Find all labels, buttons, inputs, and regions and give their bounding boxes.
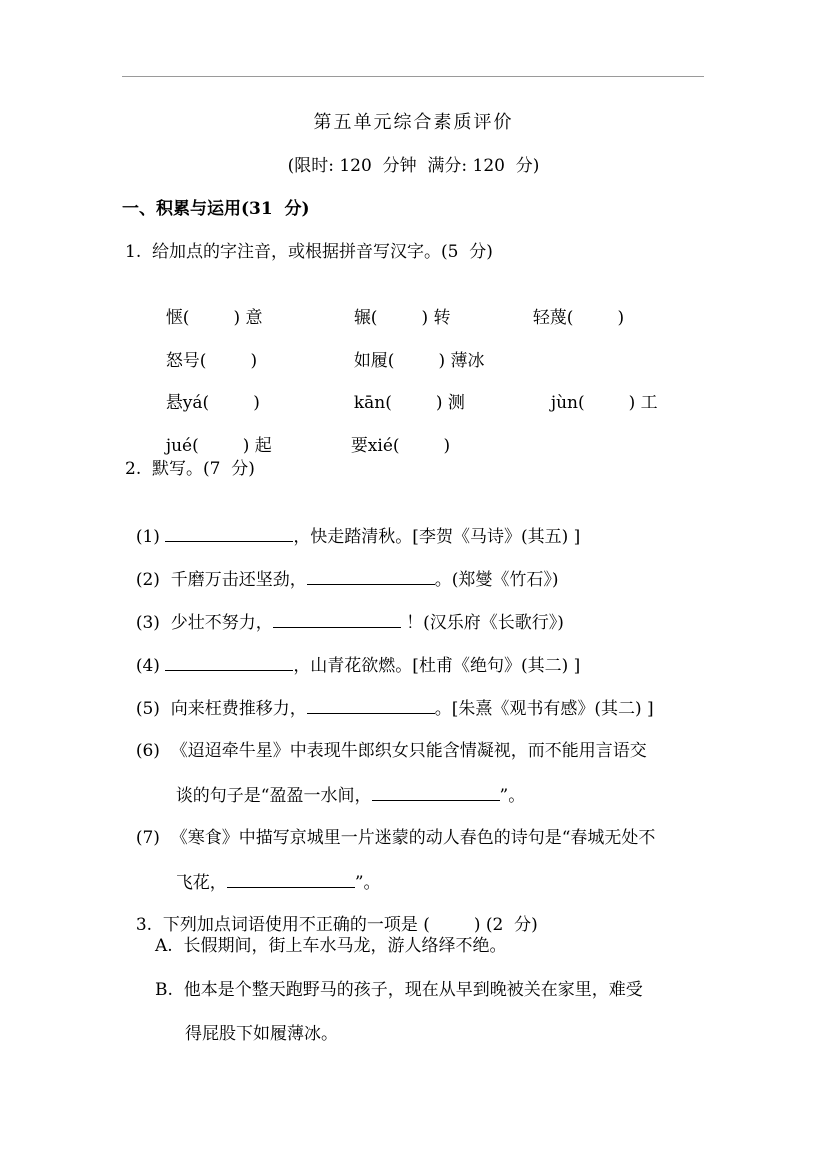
item-number: (6) <box>135 741 160 761</box>
section-heading: 一、积累与运用(31 分) <box>122 199 310 219</box>
q1-item-suffix: ) <box>253 393 260 413</box>
q1-item-suffix: ) 转 <box>421 308 451 328</box>
q1-item-prefix: kān( <box>353 393 392 413</box>
item-text-post: ”。 <box>499 786 526 806</box>
item-text-post: ，山青花欲燃。[杜甫《绝句》(其二) ] <box>293 656 581 676</box>
q1-item <box>155 413 272 457</box>
item-text-pre: 向来枉费推移力， <box>170 699 307 719</box>
answer-line[interactable] <box>372 784 500 801</box>
item-text-post: ！(汉乐府《长歌行》) <box>400 613 564 633</box>
q2-item <box>125 675 654 720</box>
item-text-pre: 千磨万击还坚劲， <box>170 570 307 590</box>
top-rule <box>122 76 704 77</box>
q1-item-prefix: 轻蔑( <box>532 308 574 328</box>
q1-item-prefix: 要xié( <box>350 436 400 456</box>
q1-item <box>155 370 260 414</box>
item-text-pre: 谈的句子是“盈盈一水间， <box>175 786 372 806</box>
q1-item-prefix: 悬yá( <box>165 393 210 413</box>
q1-item <box>540 370 658 414</box>
item-number: (2) <box>135 570 160 590</box>
option-b-continued: 得屁股下如履薄冰。 <box>185 1024 338 1044</box>
q1-item-suffix: ) <box>250 351 258 371</box>
item-text-pre: 少壮不努力， <box>170 613 273 633</box>
q2-item-7 <box>125 805 655 849</box>
q1-item-prefix: 怒号( <box>165 351 207 371</box>
answer-line[interactable] <box>273 611 401 628</box>
item-text-post: ) (2 分) <box>473 915 538 935</box>
q1-item-prefix: 如履( <box>353 351 395 371</box>
question-1-stem: 1. 给加点的字注音，或根据拼音写汉字。(5 分) <box>125 242 493 262</box>
page-title: 第五单元综合素质评价 <box>313 112 514 133</box>
option-a: A. 长假期间，街上车水马龙，游人络绎不绝。 <box>155 936 507 956</box>
q1-item-suffix: ) <box>617 308 625 328</box>
q1-item-suffix: ) 测 <box>435 393 465 413</box>
answer-line[interactable] <box>165 654 293 671</box>
q1-item-prefix: 辗( <box>353 308 378 328</box>
item-number: (5) <box>135 699 160 719</box>
page-subtitle: (限时: 120 分钟 满分: 120 分) <box>287 156 540 176</box>
item-text-post: 。(郑燮《竹石》) <box>434 570 559 590</box>
q2-item <box>125 589 564 634</box>
q1-item <box>340 413 450 457</box>
answer-line[interactable] <box>307 697 435 714</box>
item-number: (3) <box>135 613 160 633</box>
item-text-post: ，快走踏清秋。[李贺《马诗》(其五) ] <box>293 527 581 547</box>
q2-item-6-continued <box>165 762 525 807</box>
item-text: 《寒食》中描写京城里一片迷蒙的动人春色的诗句是“春城无处不 <box>170 828 656 848</box>
item-text-post: 。[朱熹《观书有感》(其二) ] <box>434 699 654 719</box>
q1-item-prefix: 惬( <box>165 308 190 328</box>
item-number: (4) <box>135 656 160 676</box>
q1-item <box>155 285 263 329</box>
item-text: 《迢迢牵牛星》中表现牛郎织女只能含情凝视，而不能用言语交 <box>170 741 647 761</box>
question-2-stem: 2. 默写。(7 分) <box>125 459 255 479</box>
item-text-pre: 3. 下列加点词语使用不正确的一项是 ( <box>135 915 430 935</box>
answer-line[interactable] <box>165 525 293 542</box>
q1-item <box>155 328 257 372</box>
q1-item <box>343 328 485 372</box>
option-b: B. 他本是个整天跑野马的孩子，现在从早到晚被关在家里，难受 <box>155 980 643 1000</box>
item-number: (1) <box>135 527 160 547</box>
q2-item-7-continued <box>165 849 381 894</box>
q1-item-prefix: jùn( <box>550 393 585 413</box>
q2-item <box>125 546 558 591</box>
q1-item-suffix: ) 起 <box>242 436 272 456</box>
answer-line[interactable] <box>227 871 355 888</box>
item-text-pre: 飞花， <box>175 873 227 893</box>
item-number: (7) <box>135 828 160 848</box>
answer-line[interactable] <box>307 568 435 585</box>
q2-item-6 <box>125 718 647 762</box>
q1-item-prefix: jué( <box>165 436 199 456</box>
q2-item <box>125 632 580 677</box>
question-3-stem <box>125 892 538 936</box>
q1-item <box>522 285 624 329</box>
q1-item-suffix: ) 意 <box>233 308 263 328</box>
q1-item-suffix: ) 薄冰 <box>438 351 485 371</box>
q2-item <box>125 503 580 548</box>
item-text-post: ”。 <box>354 873 381 893</box>
q1-item-suffix: ) <box>443 436 451 456</box>
q1-item <box>343 370 465 414</box>
q1-item-suffix: ) 工 <box>628 393 658 413</box>
q1-item <box>343 285 451 329</box>
